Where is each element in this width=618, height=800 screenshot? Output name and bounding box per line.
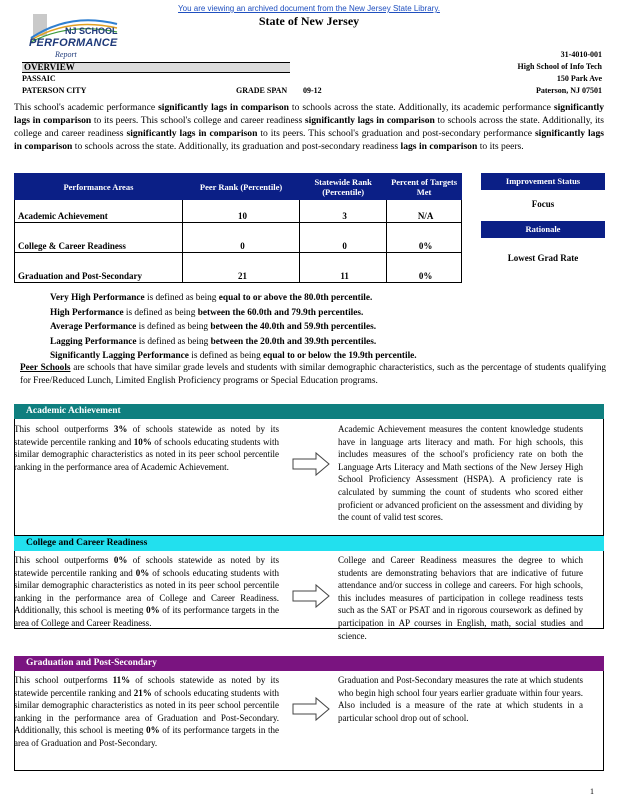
rationale-header: Rationale xyxy=(481,221,605,238)
row-area: Academic Achievement xyxy=(15,200,183,223)
school-address-line1: 150 Park Ave xyxy=(556,74,602,83)
graduation-left-text: This school outperforms 11% of schools statewide as noted by its statewide percentile ranking and 21% of schools educating students with similar demographic characteristics as noted in its peer school percentile ranking in the performance area of Graduation and Post-Secondary. Additionally, this school is meeting 0% of its performance targets in the area of Graduation and Post-Secondary. xyxy=(14,675,280,748)
grade-span-value: 09-12 xyxy=(303,86,322,95)
section-header-graduation: Graduation and Post-Secondary xyxy=(14,656,604,671)
nj-school-performance-logo xyxy=(25,12,120,62)
arrow-right-icon xyxy=(292,451,330,477)
peer-schools-note: Peer Schools are schools that have similar grade levels and students with similar demographic characteristics, such as the percentage of students qualifying for Free/Reduced Lunch, Limited English Proficiency programs or Special Education programs. xyxy=(20,363,606,386)
performance-definitions xyxy=(50,291,417,364)
overview-bar xyxy=(22,62,290,73)
performance-table xyxy=(14,173,462,283)
improvement-status-value: Focus xyxy=(531,199,555,209)
row-statewide-rank: 11 xyxy=(300,253,387,283)
graduation-right-text: Graduation and Post-Secondary measures the rate at which students who begin high school four years earlier graduate within four years. Also included is a measure of the rate at which students in a particular school drop out of school. xyxy=(338,675,583,723)
row-area: College & Career Readiness xyxy=(15,223,183,253)
row-statewide-rank: 3 xyxy=(300,200,387,223)
school-address-line2: Paterson, NJ 07501 xyxy=(536,86,602,95)
row-area: Graduation and Post-Secondary xyxy=(15,253,183,283)
table-row xyxy=(15,200,462,223)
table-header-targets-met: Percent of Targets Met xyxy=(387,174,462,200)
section-header-academic: Academic Achievement xyxy=(14,404,604,419)
summary-paragraph: This school's academic performance significantly lags in comparison to schools across the state. Additionally, its academic performance significantly lags in comparison to its peers. This school's college and career readiness significantly lags in comparison to schools across the state. Additionally, its college and career readiness significantly lags in comparison to its peers. This school's graduation and post-secondary performance significantly lags in comparison to schools across the state. Additionally, its graduation and post-secondary readiness lags in comparison to its peers. xyxy=(14,102,605,152)
arrow-right-icon xyxy=(292,696,330,722)
arrow-right-icon xyxy=(292,583,330,609)
page-number: 1 xyxy=(590,787,594,796)
table-header-peer-rank: Peer Rank (Percentile) xyxy=(182,174,299,200)
school-name: High School of Info Tech xyxy=(517,62,602,71)
section-header-college: College and Career Readiness xyxy=(14,536,604,551)
academic-left-text: This school outperforms 3% of schools statewide as noted by its statewide percentile ranking and 10% of schools educating students with similar demographic characteristics as noted in its peer school percentile ranking in the performance area of Academic Achievement. xyxy=(14,424,280,472)
definition-item: Significantly Lagging Performance is defined as being equal to or below the 19.9th percentile. xyxy=(50,351,417,361)
college-right-text: College and Career Readiness measures the degree to which students are demonstrating behaviors that are indicative of future attendance and/or success in college and careers. For high schools, this includes measures of participation in college readiness tests such as the SAT or PSAT and in rigorous coursework as defined by participation in AP courses in English, math, social studies and science. xyxy=(338,555,583,641)
definition-item: High Performance is defined as being between the 60.0th and 79.9th percentiles. xyxy=(50,307,364,318)
row-peer-rank: 0 xyxy=(182,223,299,253)
improvement-status-header: Improvement Status xyxy=(481,173,605,190)
rationale-value: Lowest Grad Rate xyxy=(507,253,579,263)
grade-span-label: GRADE SPAN xyxy=(236,86,288,95)
logo-text-performance: PERFORMANCE xyxy=(29,37,118,49)
table-header-area: Performance Areas xyxy=(15,174,183,200)
county-name: PASSAIC xyxy=(22,74,56,83)
table-header-statewide-rank: Statewide Rank (Percentile) xyxy=(300,174,387,200)
college-left-text: This school outperforms 0% of schools statewide as noted by its statewide percentile ranking and 0% of schools educating students with similar demographic characteristics as noted in its peer school percentile ranking in the performance area of College and Career Readiness. Additionally, this school is meeting 0% of its performance targets in the area of College and Career Readiness. xyxy=(14,555,280,628)
row-targets-met: 0% xyxy=(387,223,462,253)
academic-right-text: Academic Achievement measures the content knowledge students have in language arts literacy and math. For high schools, this includes measures of the school's proficiency rate on both the Language Arts Literacy and Math sections of the New Jersey High School Proficiency Assessment (HSPA). A proficiency rate is calculated by summing the count of students who scored either proficient or advanced proficient on the assessment and dividing by the count of valid test scores. xyxy=(338,424,583,523)
definition-item: Lagging Performance is defined as being between the 20.0th and 39.9th percentiles. xyxy=(50,336,377,347)
table-row xyxy=(15,223,462,253)
row-targets-met: 0% xyxy=(387,253,462,283)
city-name: PATERSON CITY xyxy=(22,86,87,95)
logo-text-nj-school: NJ SCHOOL xyxy=(65,26,118,36)
row-targets-met: N/A xyxy=(387,200,462,223)
state-title: State of New Jersey xyxy=(258,14,360,28)
row-peer-rank: 21 xyxy=(182,253,299,283)
school-code: 31-4010-001 xyxy=(560,50,602,59)
overview-label: OVERVIEW xyxy=(24,62,75,72)
definition-item: Very High Performance is defined as being equal to or above the 80.0th percentile. xyxy=(50,293,373,303)
row-peer-rank: 10 xyxy=(182,200,299,223)
logo-text-report: Report xyxy=(55,50,77,59)
archive-notice-link[interactable]: You are viewing an archived document from the New Jersey State Library. xyxy=(178,4,440,13)
definition-item: Average Performance is defined as being between the 40.0th and 59.9th percentiles. xyxy=(50,322,377,332)
table-row xyxy=(15,253,462,283)
row-statewide-rank: 0 xyxy=(300,223,387,253)
